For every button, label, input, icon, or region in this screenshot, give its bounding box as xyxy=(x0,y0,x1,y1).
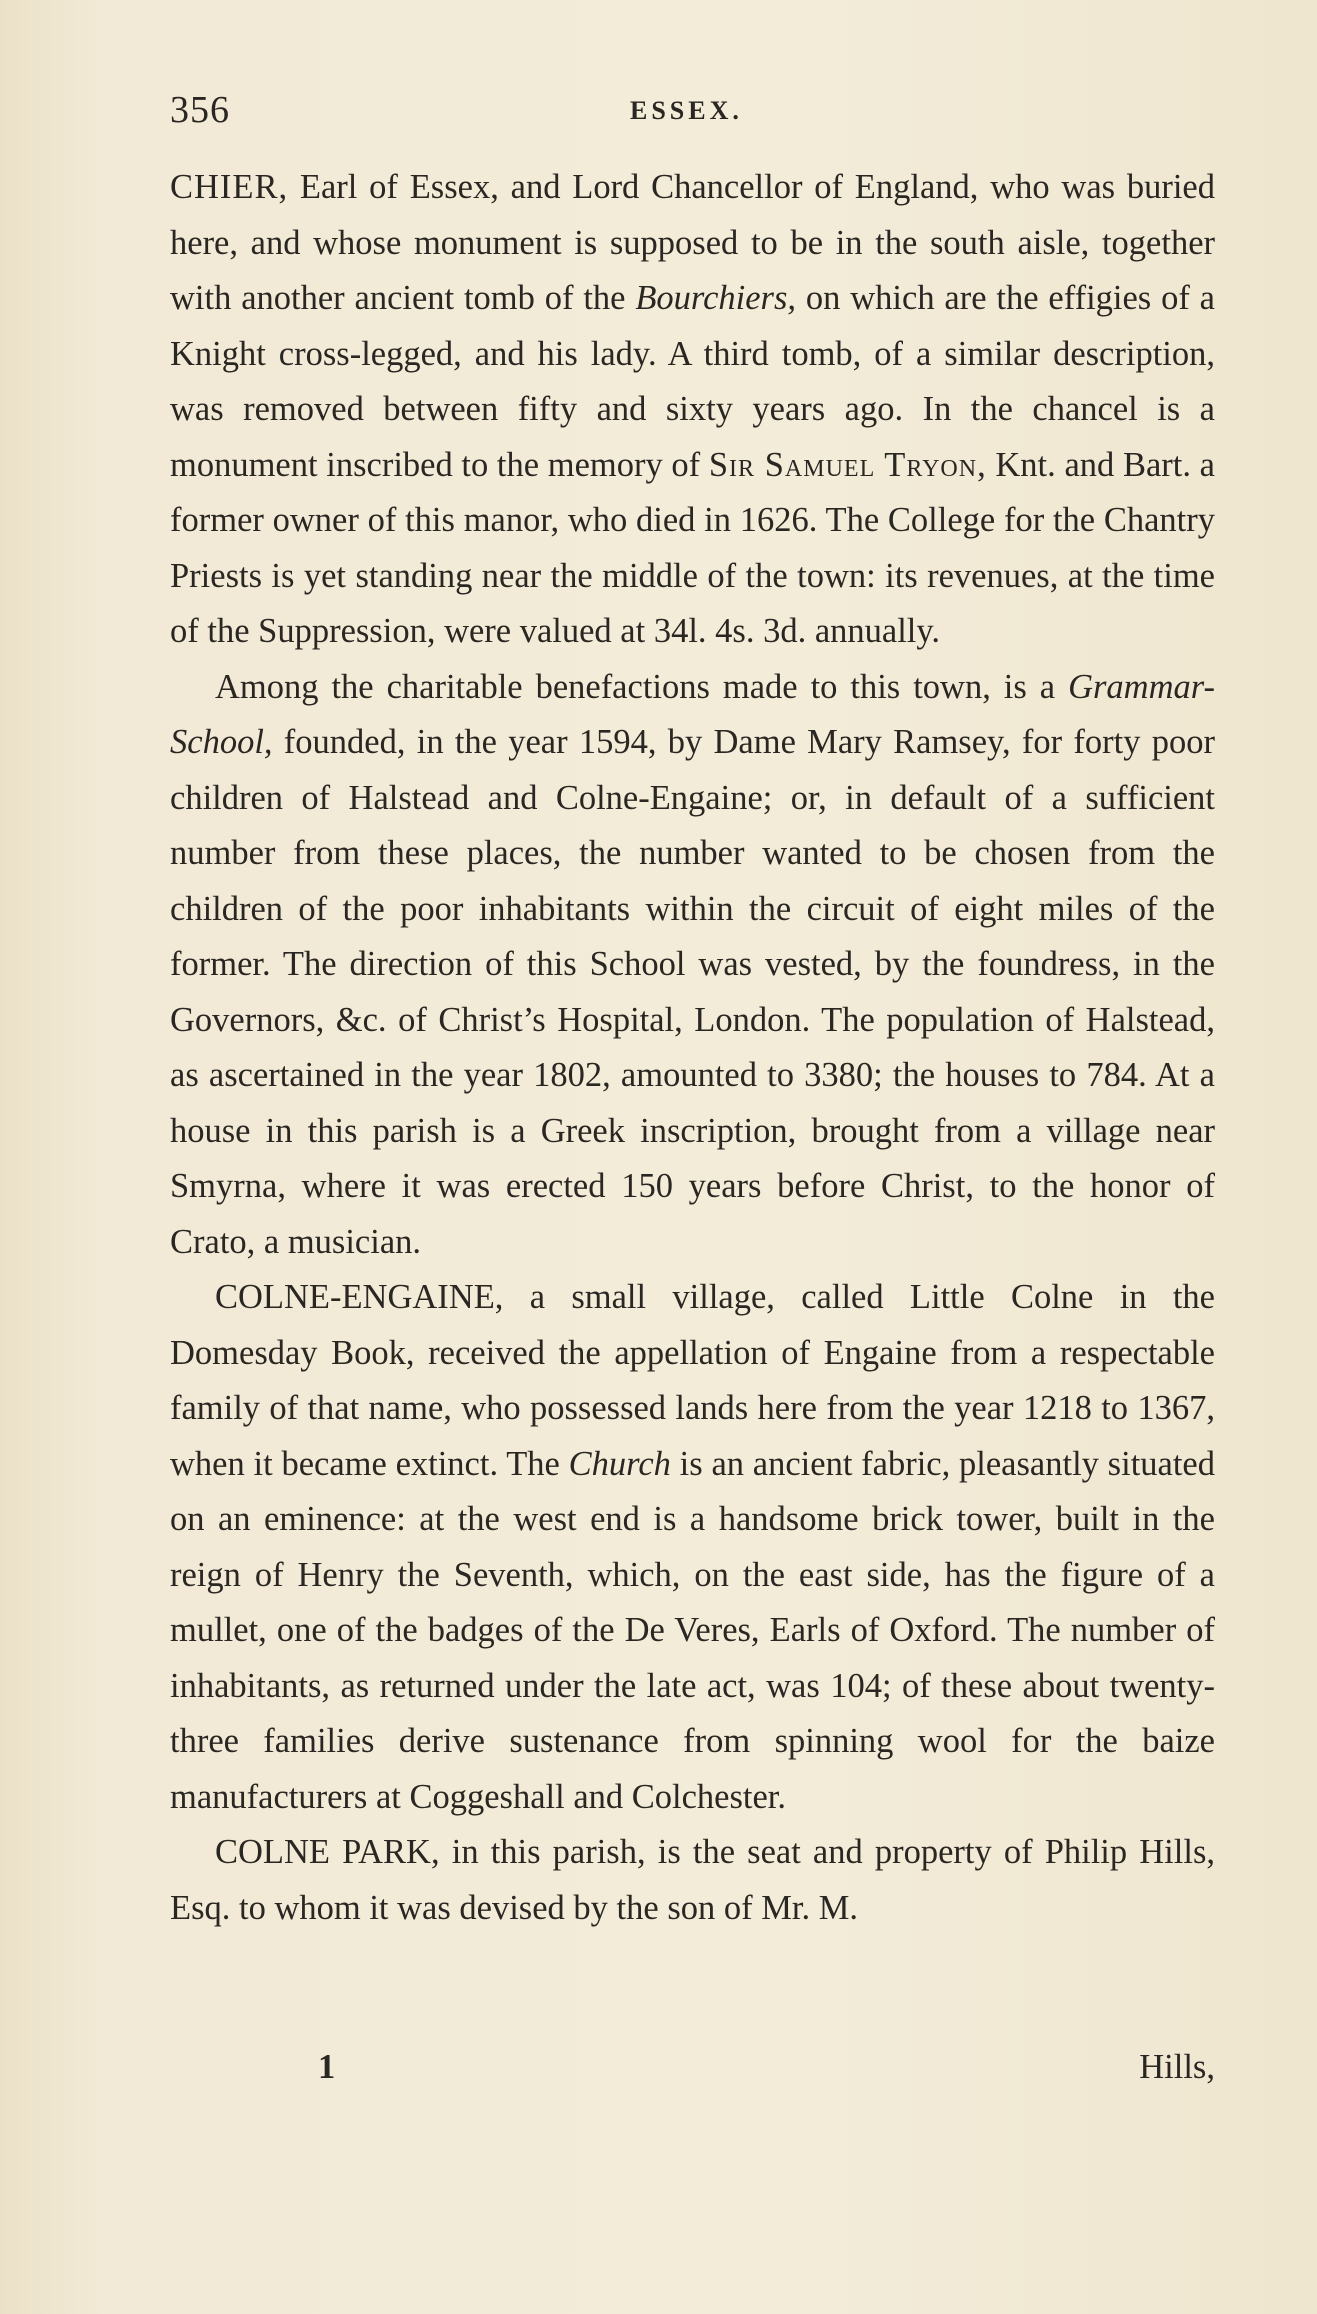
paragraph-3 xyxy=(170,1270,1215,1825)
page-footer xyxy=(170,2048,1215,2098)
page-number: 356 xyxy=(170,89,230,131)
text-run: in this parish, is the seat and property of Philip Hills, Esq. to whom it was devised by the son of Mr. M. xyxy=(170,1833,1215,1927)
page-header xyxy=(170,88,1215,148)
text-run: Earl of Essex, and Lord Chancellor of England, who was buried here, and whose monument is supposed to be in the south aisle, together with another ancient tomb of the xyxy=(170,168,1215,317)
paragraph-1 xyxy=(170,160,1215,660)
place-heading: COLNE PARK, xyxy=(215,1833,440,1871)
italic-term: Church xyxy=(568,1444,671,1483)
catchword: Hills, xyxy=(1139,2048,1215,2086)
italic-term: Grammar-School, xyxy=(170,667,1215,761)
text-run: on which are the effigies of a Knight cross-legged, and his lady. A third tomb, of a similar description, was removed between fifty and sixty years ago. In the chancel is a monument inscribed to the memory of xyxy=(170,279,1215,484)
paragraph-4 xyxy=(170,1825,1215,1936)
text-run: Knt. and Bart. a former owner of this manor, who died in 1626. The College for the Chantry Priests is yet standing near the middle of the town: its revenues, at the time of the Suppression, were valued at 34l. 4s. 3d. annually. xyxy=(170,445,1215,650)
italic-name: Bourchiers, xyxy=(635,279,797,317)
place-heading: COLNE-ENGAINE, xyxy=(215,1278,504,1316)
name-fragment: CHIER, xyxy=(170,168,289,206)
text-run: founded, in the year 1594, by Dame Mary Ramsey, for forty poor children of Halstead and Colne-Engaine; or, in default of a sufficient number from these places, the number wanted to be chosen from the children of the poor inhabitants within the circuit of eight miles of the former. The direction of this School was vested, by the foundress, in the Governors, &c. of Christ’s Hospital, London. The population of Halstead, as ascertained in the year 1802, amounted to 3380; the houses to 784. At a house in this parish is a Greek inscription, brought from a village near Smyrna, where it was erected 150 years before Christ, to the honor of Crato, a musician. xyxy=(170,723,1215,1261)
text-run: a small village, called Little Colne in the Domesday Book, received the appellation of Engaine from a respectable family of that name, who possessed lands here from the year 1218 to 1367, when it became extinct. The xyxy=(170,1278,1215,1483)
signature-mark: 1 xyxy=(318,2048,336,2086)
running-head: ESSEX. xyxy=(630,96,743,125)
text-run: is an ancient fabric, pleasantly situated on an eminence: at the west end is a handsome brick tower, built in the reign of Henry the Seventh, which, on the east side, has the figure of a mullet, one of the badges of the De Veres, Earls of Oxford. The number of inhabitants, as returned under the late act, was 104; of these about twenty-three families derive sustenance from spinning wool for the baize manufacturers at Coggeshall and Colchester. xyxy=(170,1444,1215,1816)
paragraph-2 xyxy=(170,660,1215,1271)
text-run: Among the charitable benefactions made to this town, is a xyxy=(215,667,1069,706)
body-text xyxy=(170,160,1215,1936)
person-name: Sir Samuel Tryon, xyxy=(708,445,987,484)
